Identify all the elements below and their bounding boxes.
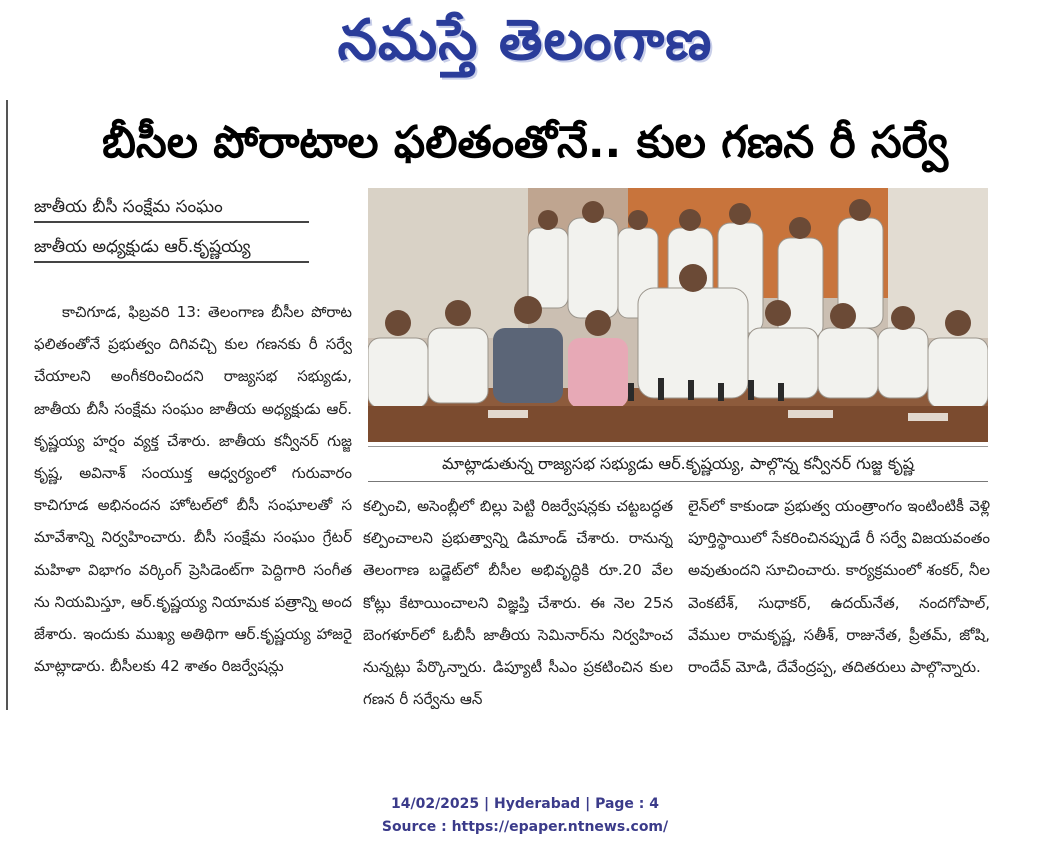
- newspaper-masthead: నమస్తే తెలంగాణ: [337, 8, 713, 73]
- article-subhead-2: జాతీయ అధ్యక్షుడు ఆర్.కృష్ణయ్య: [34, 233, 309, 263]
- page-left-rule: [6, 100, 8, 710]
- press-meet-photo: [368, 188, 988, 442]
- footer-dateline: 14/02/2025 | Hyderabad | Page : 4: [390, 796, 660, 812]
- article-column-3: లైన్‌లో కాకుండా ప్రభుత్వ యంత్రాంగం ఇంటింటికీ వెళ్లి పూర్తిస్థాయిలో సేకరించినప్పుడే రీ సర్వే విజయవంతం అవుతుందని సూచించారు. కార్యక్రమంలో శంకర్, నీల వెంకటేశ్, సుధాకర్, ఉదయ్‌నేత, నందగోపాల్, వేముల రామకృష్ణ, సతీశ్, రాజునేత, ప్రీతమ్, జోషి, రాందేవ్ మోడి, దేవేంద్రప్ప, తదితరులు పాల్గొన్నారు.: [688, 497, 990, 677]
- article-column-2: కల్పించి, అసెంబ్లీలో బిల్లు పెట్టి రిజర్వేషన్లకు చట్టబద్ధత కల్పించాలని ప్రభుత్వాన్ని డిమాండ్ చేశారు. రానున్న తెలంగాణ బడ్జెట్‌లో బీసీల అభివృద్ధికి రూ.20 వేల కోట్లు కేటాయించాలని విజ్ఞప్తి చేశారు. ఈ నెల 25న బెంగళూర్‌లో ఓబీసీ జాతీయ సెమినార్‌ను నిర్వహించనున్నట్లు పేర్కొన్నారు. డిప్యూటీ సీఎం ప్రకటించిన కుల గణన రీ సర్వేను ఆన్: [363, 497, 673, 709]
- article-subhead-1: జాతీయ బీసీ సంక్షేమ సంఘం: [34, 193, 309, 223]
- article-headline: బీసీల పోరాటాల ఫలితంతోనే.. కుల గణన రీ సర్వే: [101, 117, 949, 168]
- article-photo: [368, 188, 988, 442]
- footer-source-link[interactable]: Source : https://epaper.ntnews.com/: [381, 819, 669, 835]
- article-column-1: కాచిగూడ, ఫిబ్రవరి 13: తెలంగాణ బీసీల పోరాట ఫలితంతోనే ప్రభుత్వం దిగివచ్చి కుల గణనకు రీ సర్వే చేయాలని అంగీకరించిందని రాజ్యసభ సభ్యుడు, జాతీయ బీసీ సంక్షేమ సంఘం జాతీయ అధ్యక్షుడు ఆర్.కృష్ణయ్య హర్షం వ్యక్త చేశారు. జాతీయ కన్వీనర్ గుజ్జ కృష్ణ, అవినాశ్ సంయుక్త ఆధ్వర్యంలో గురువారం కాచిగూడ అభినందన హోటల్‌లో బీసీ సంఘాలతో సమావేశాన్ని నిర్వహించారు. బీసీ సంక్షేమ సంఘం గ్రేటర్ మహిళా విభాగం వర్కింగ్ ప్రెసిడెంట్‌గా పెద్దిగారి సంగీతను నియమిస్తూ, ఆర్.కృష్ణయ్య నియామక పత్రాన్ని అందజేశారు. ఇందుకు ముఖ్య అతిథిగా ఆర్.కృష్ణయ్య హాజరై మాట్లాడారు. బీసీలకు 42 శాతం రిజర్వేషన్లు: [34, 303, 352, 676]
- photo-caption: మాట్లాడుతున్న రాజ్యసభ సభ్యుడు ఆర్.కృష్ణయ్య, పాల్గొన్న కన్వీనర్ గుజ్జ కృష్ణ: [368, 446, 988, 482]
